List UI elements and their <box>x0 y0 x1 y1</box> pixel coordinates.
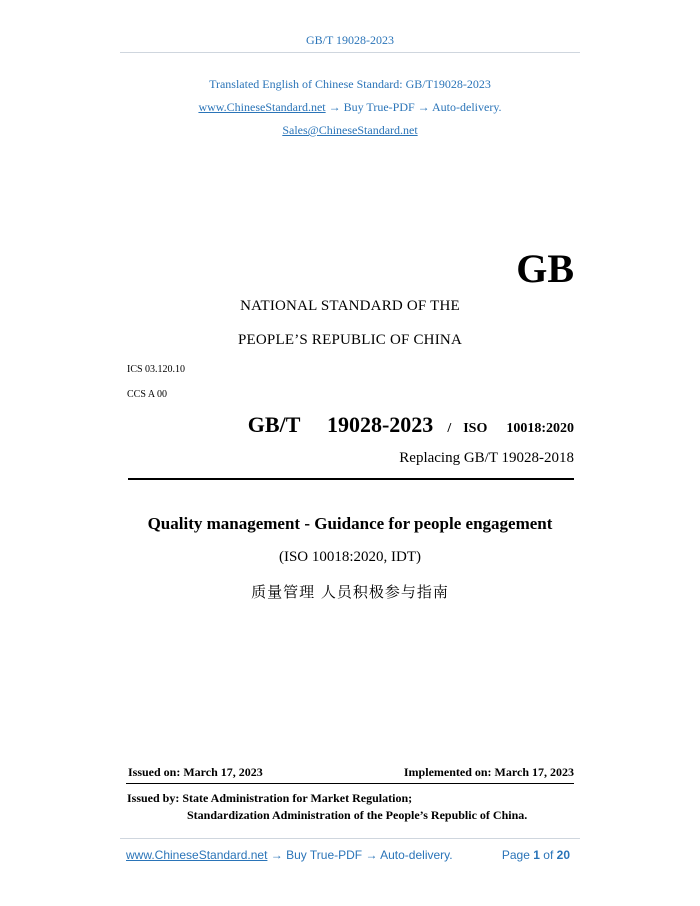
running-header-title: GB/T 19028-2023 <box>305 33 395 47</box>
page-current: 1 <box>533 848 540 862</box>
chinese-title: 质量管理 人员积极参与指南 <box>251 583 449 601</box>
site-link[interactable]: www.ChineseStandard.net <box>198 100 326 114</box>
replacing-note: Replacing GB/T 19028-2018 <box>399 450 574 466</box>
standard-number <box>248 412 574 438</box>
national-standard-line1: NATIONAL STANDARD OF THE <box>240 298 460 314</box>
document-title: Quality management - Guidance for people engagement <box>147 514 553 533</box>
iso-standard-number: ISO 10018:2020 <box>463 421 574 436</box>
title-divider <box>128 478 574 480</box>
issuer-line1: Issued by: State Administration for Market Regulation; <box>127 791 413 805</box>
translation-notice: Translated English of Chinese Standard: GB/T19028-2023 <box>209 77 491 91</box>
email-link[interactable]: Sales@ChineseStandard.net <box>282 123 418 137</box>
promo-line <box>0 100 700 115</box>
page-of: of <box>543 848 554 862</box>
ics-code: ICS 03.120.10 <box>127 364 186 375</box>
footer-promo <box>126 848 453 862</box>
page-total: 20 <box>556 848 570 862</box>
site-link-suffix: → Buy True-PDF → Auto-delivery. <box>328 100 502 114</box>
issuer-line2: Standardization Administration of the People’s Republic of China. <box>187 808 528 822</box>
national-standard-line2: PEOPLE’S REPUBLIC OF CHINA <box>238 332 462 348</box>
number-separator: / <box>447 421 452 436</box>
dates-divider <box>126 783 574 784</box>
gb-logo: GB <box>516 246 574 291</box>
page-label: Page <box>501 848 530 862</box>
header-divider <box>120 52 580 53</box>
issued-on-date: Issued on: March 17, 2023 <box>128 765 263 779</box>
footer-divider <box>120 838 580 839</box>
adoption-note: (ISO 10018:2020, IDT) <box>278 549 422 565</box>
ccs-code: CCS A 00 <box>127 389 168 400</box>
gb-standard-number: GB/T 19028-2023 <box>247 412 434 437</box>
email-line <box>0 123 700 138</box>
page-indicator <box>502 848 570 862</box>
implemented-on-date: Implemented on: March 17, 2023 <box>403 765 574 779</box>
footer-site-link[interactable]: www.ChineseStandard.net <box>126 848 268 862</box>
footer-site-suffix: → Buy True-PDF → Auto-delivery. <box>270 848 453 862</box>
